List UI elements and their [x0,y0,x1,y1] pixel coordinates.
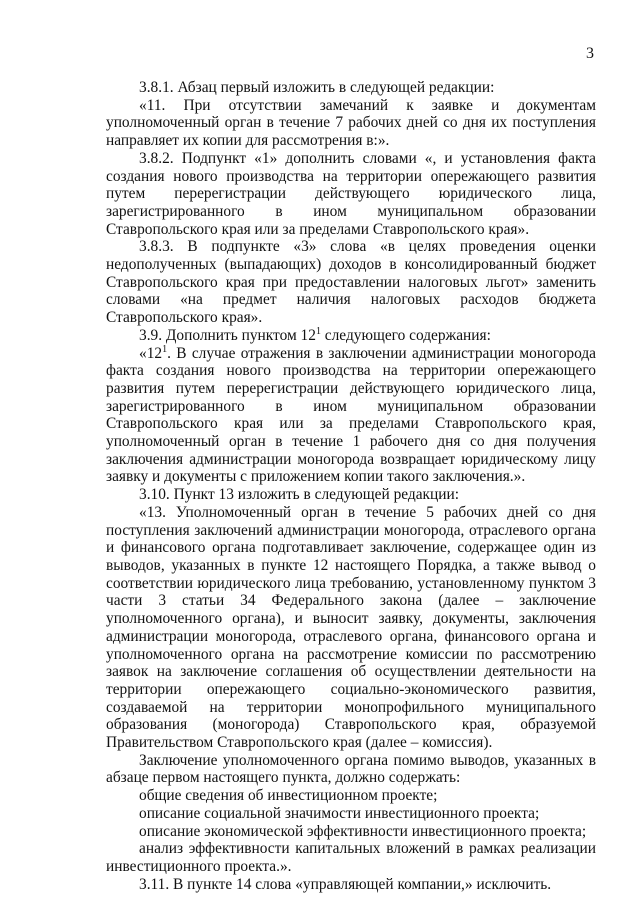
paragraph-3-9-quote [106,345,596,487]
paragraph-3-11: 3.11. В пункте 14 слова «управляющей компании,» исключить. [139,875,552,893]
paragraph-3-9-quote-start: «12 [139,344,163,362]
paragraph-3-8-2: 3.8.2. Подпункт «1» дополнить словами «, и установления факта создания нового производства на территории опережающего развития путем перерегистрации действующего юридического лица, зарегистрированного в ином муниципальном образовании Ставропольского края или за пределами Ставропольского края». [106,149,596,238]
paragraph-3-10-quote: «13. Уполномоченный орган в течение 5 рабочих дней со дня поступления заключений администрации моногорода, отраслевого органа и финансового органа подготавливает заключение, содержащее один из выводов, указанных в пункте 12 настоящего Порядка, а также вывод о соответствии юридического лица требованию, установленному пунктом 3 части 3 статьи 34 Федерального закона (далее – заключение уполномоченного органа), и выносит заявку, документы, заключения администрации моногорода, отраслевого органа, финансового органа и уполномоченного органа на рассмотрение комиссии по рассмотрению заявок на заключение соглашения об осуществлении деятельности на территории опережающего социально-экономического развития, создаваемой на территории монопрофильного муниципального образования (моногорода) Ставропольского края, образуемой Правительством Ставропольского края (далее – комиссия). [106,503,596,752]
paragraph-3-10-contents: Заключение уполномоченного органа помимо выводов, указанных в абзаце первом настоящего пункта, должно содержать: [106,751,596,787]
page-number: 3 [586,45,594,62]
list-item: анализ эффективности капитальных вложений в рамках реализации инвестиционного проекта.». [106,840,596,875]
list-item: описание экономической эффективности инвестиционного проекта; [139,822,587,840]
paragraph-3-9-heading-text: 3.9. Дополнить пунктом 12 [139,326,316,344]
paragraph-3-10-heading: 3.10. Пункт 13 изложить в следующей редакции: [139,486,460,504]
superscript-one: 1 [162,343,168,355]
list-item: общие сведения об инвестиционном проекте; [139,787,438,805]
paragraph-3-9-quote-text: . В случае отражения в заключении администрации моногорода факта создания нового производства на территории опережающего развития путем перерегистрации действующего юридического лица, зарегистрированного в ином муниципальном образовании Ставропольского края или за пределами Ставропольского края, уполномоченный орган в течение 1 рабочего дня со дня получения заключения администрации моногорода возвращает юридическому лицу заявку и документы с приложением копии такого заключения.». [106,344,596,486]
paragraph-3-8-3: 3.8.3. В подпункте «3» слова «в целях проведения оценки недополученных (выпадающих) доходов в консолидированный бюджет Ставропольского края при предоставлении налоговых льгот» заменить словами «на предмет наличия налоговых расходов бюджета Ставропольского края». [106,238,596,327]
superscript-one: 1 [315,325,321,337]
paragraph-3-9-heading [106,327,596,345]
paragraph-3-8-1-heading: 3.8.1. Абзац первый изложить в следующей редакции: [139,79,495,96]
document-body [106,79,596,893]
paragraph-3-9-heading-tail: следующего содержания: [320,326,491,344]
list-item: описание социальной значимости инвестиционного проекта; [139,804,540,822]
paragraph-3-8-1-quote: «11. При отсутствии замечаний к заявке и документам уполномоченный орган в течение 7 рабочих дней со дня их поступления направляет их копии для рассмотрения в:». [106,96,596,150]
